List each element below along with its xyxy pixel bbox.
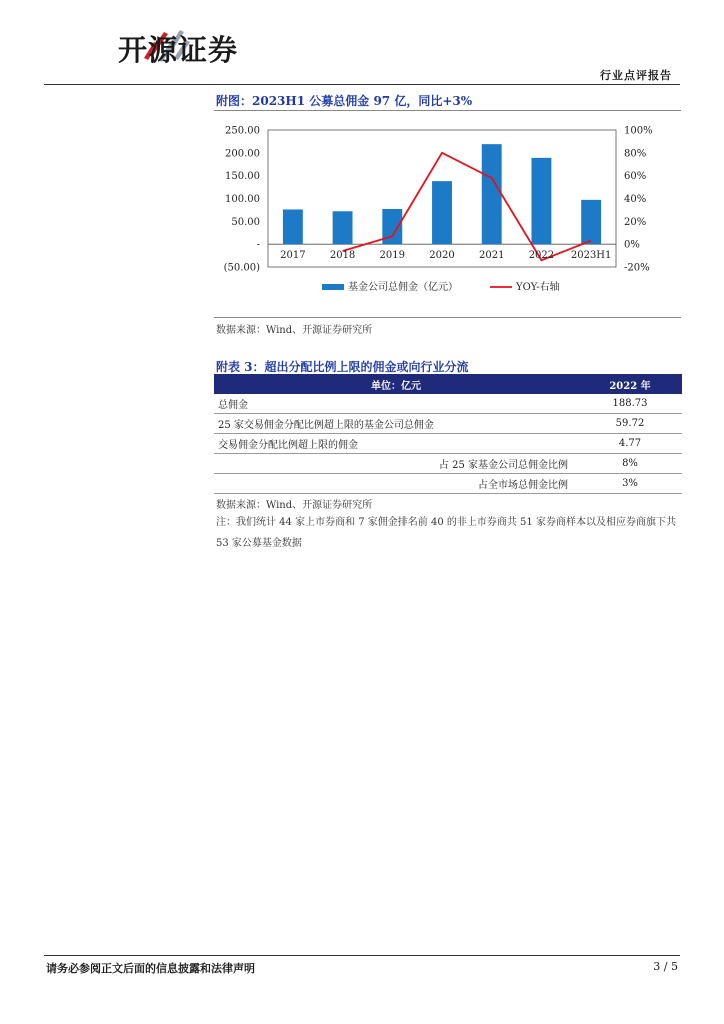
table-header-row [214,374,682,394]
commission-table [214,374,682,494]
x-axis-tick-label: 2019 [379,250,406,262]
legend-bar-swatch [322,284,344,290]
logo-text: 开源证券 [118,33,239,67]
bar [482,144,502,244]
bar [531,158,551,244]
figure-source: 数据来源：Wind、开源证券研究所 [216,325,373,336]
left-axis-tick-label: (50.00) [223,262,260,274]
x-axis-tick-label: 2021 [478,250,505,262]
report-type-tag: 行业点评报告 [600,69,672,82]
legend-line-label: YOY-右轴 [516,282,560,293]
table-row-label: 占 25 家基金公司总佣金比例 [214,454,578,474]
table-row-value: 4.77 [578,434,682,454]
header-divider [44,84,680,85]
left-axis-tick-label: 50.00 [231,216,260,228]
table-row-label: 总佣金 [214,394,578,414]
page-number: 3 / 5 [653,960,678,973]
bar [432,181,452,244]
table-row [214,434,682,454]
table-row [214,414,682,434]
table-row-value: 188.73 [578,394,682,414]
left-axis-tick-label: 150.00 [225,171,260,183]
left-axis-tick-label: 250.00 [225,125,260,137]
table-title: 附表 3：超出分配比例上限的佣金或向行业分流 [216,360,469,374]
left-axis-tick-label: 200.00 [225,148,260,160]
table-source: 数据来源：Wind、开源证券研究所 [216,500,373,511]
table-note: 注：我们统计 44 家上市券商和 7 家佣金排名前 40 的非上市券商共 51 家券商样本以及相应券商旗下共 53 家公募基金数据 [216,517,676,549]
right-axis-tick-label: 40% [624,194,647,205]
right-axis-tick-label: 0% [624,239,640,251]
table-row-value: 8% [578,454,682,474]
footer-divider [44,955,680,956]
left-axis-tick-label: - [256,239,260,251]
table-row [214,394,682,414]
table-row [214,474,682,494]
table-row-label: 占全市场总佣金比例 [214,474,578,494]
figure-title: 附图：2023H1 公募总佣金 97 亿，同比+3% [216,94,473,108]
figure-bottom-rule [214,317,681,318]
table-row [214,454,682,474]
right-axis-tick-label: -20% [624,262,650,274]
bar [581,200,601,244]
right-axis-tick-label: 100% [624,125,653,137]
figure-top-rule [214,110,681,111]
table-header-year: 2022 年 [578,374,682,394]
legend-bar-label: 基金公司总佣金（亿元） [348,282,458,293]
x-axis-tick-label: 2018 [329,250,356,262]
x-axis-tick-label: 2017 [280,250,306,262]
table-row-label: 25 家交易佣金分配比例超上限的基金公司总佣金 [214,414,578,434]
footer-disclaimer: 请务必参阅正文后面的信息披露和法律声明 [46,962,255,975]
table-row-label: 交易佣金分配比例超上限的佣金 [214,434,578,454]
x-axis-tick-label: 2020 [429,250,455,262]
x-axis-tick-label: 2022 [528,250,555,262]
commission-chart [214,118,684,318]
left-axis-tick-label: 100.00 [225,194,260,205]
x-axis-tick-label: 2023H1 [570,250,612,262]
table-row-value: 3% [578,474,682,494]
right-axis-tick-label: 20% [624,216,647,228]
table-row-value: 59.72 [578,414,682,434]
bar [333,211,353,244]
right-axis-tick-label: 60% [624,171,647,183]
table-header-unit: 单位：亿元 [214,374,578,394]
right-axis-tick-label: 80% [624,148,647,160]
bar [283,209,303,244]
